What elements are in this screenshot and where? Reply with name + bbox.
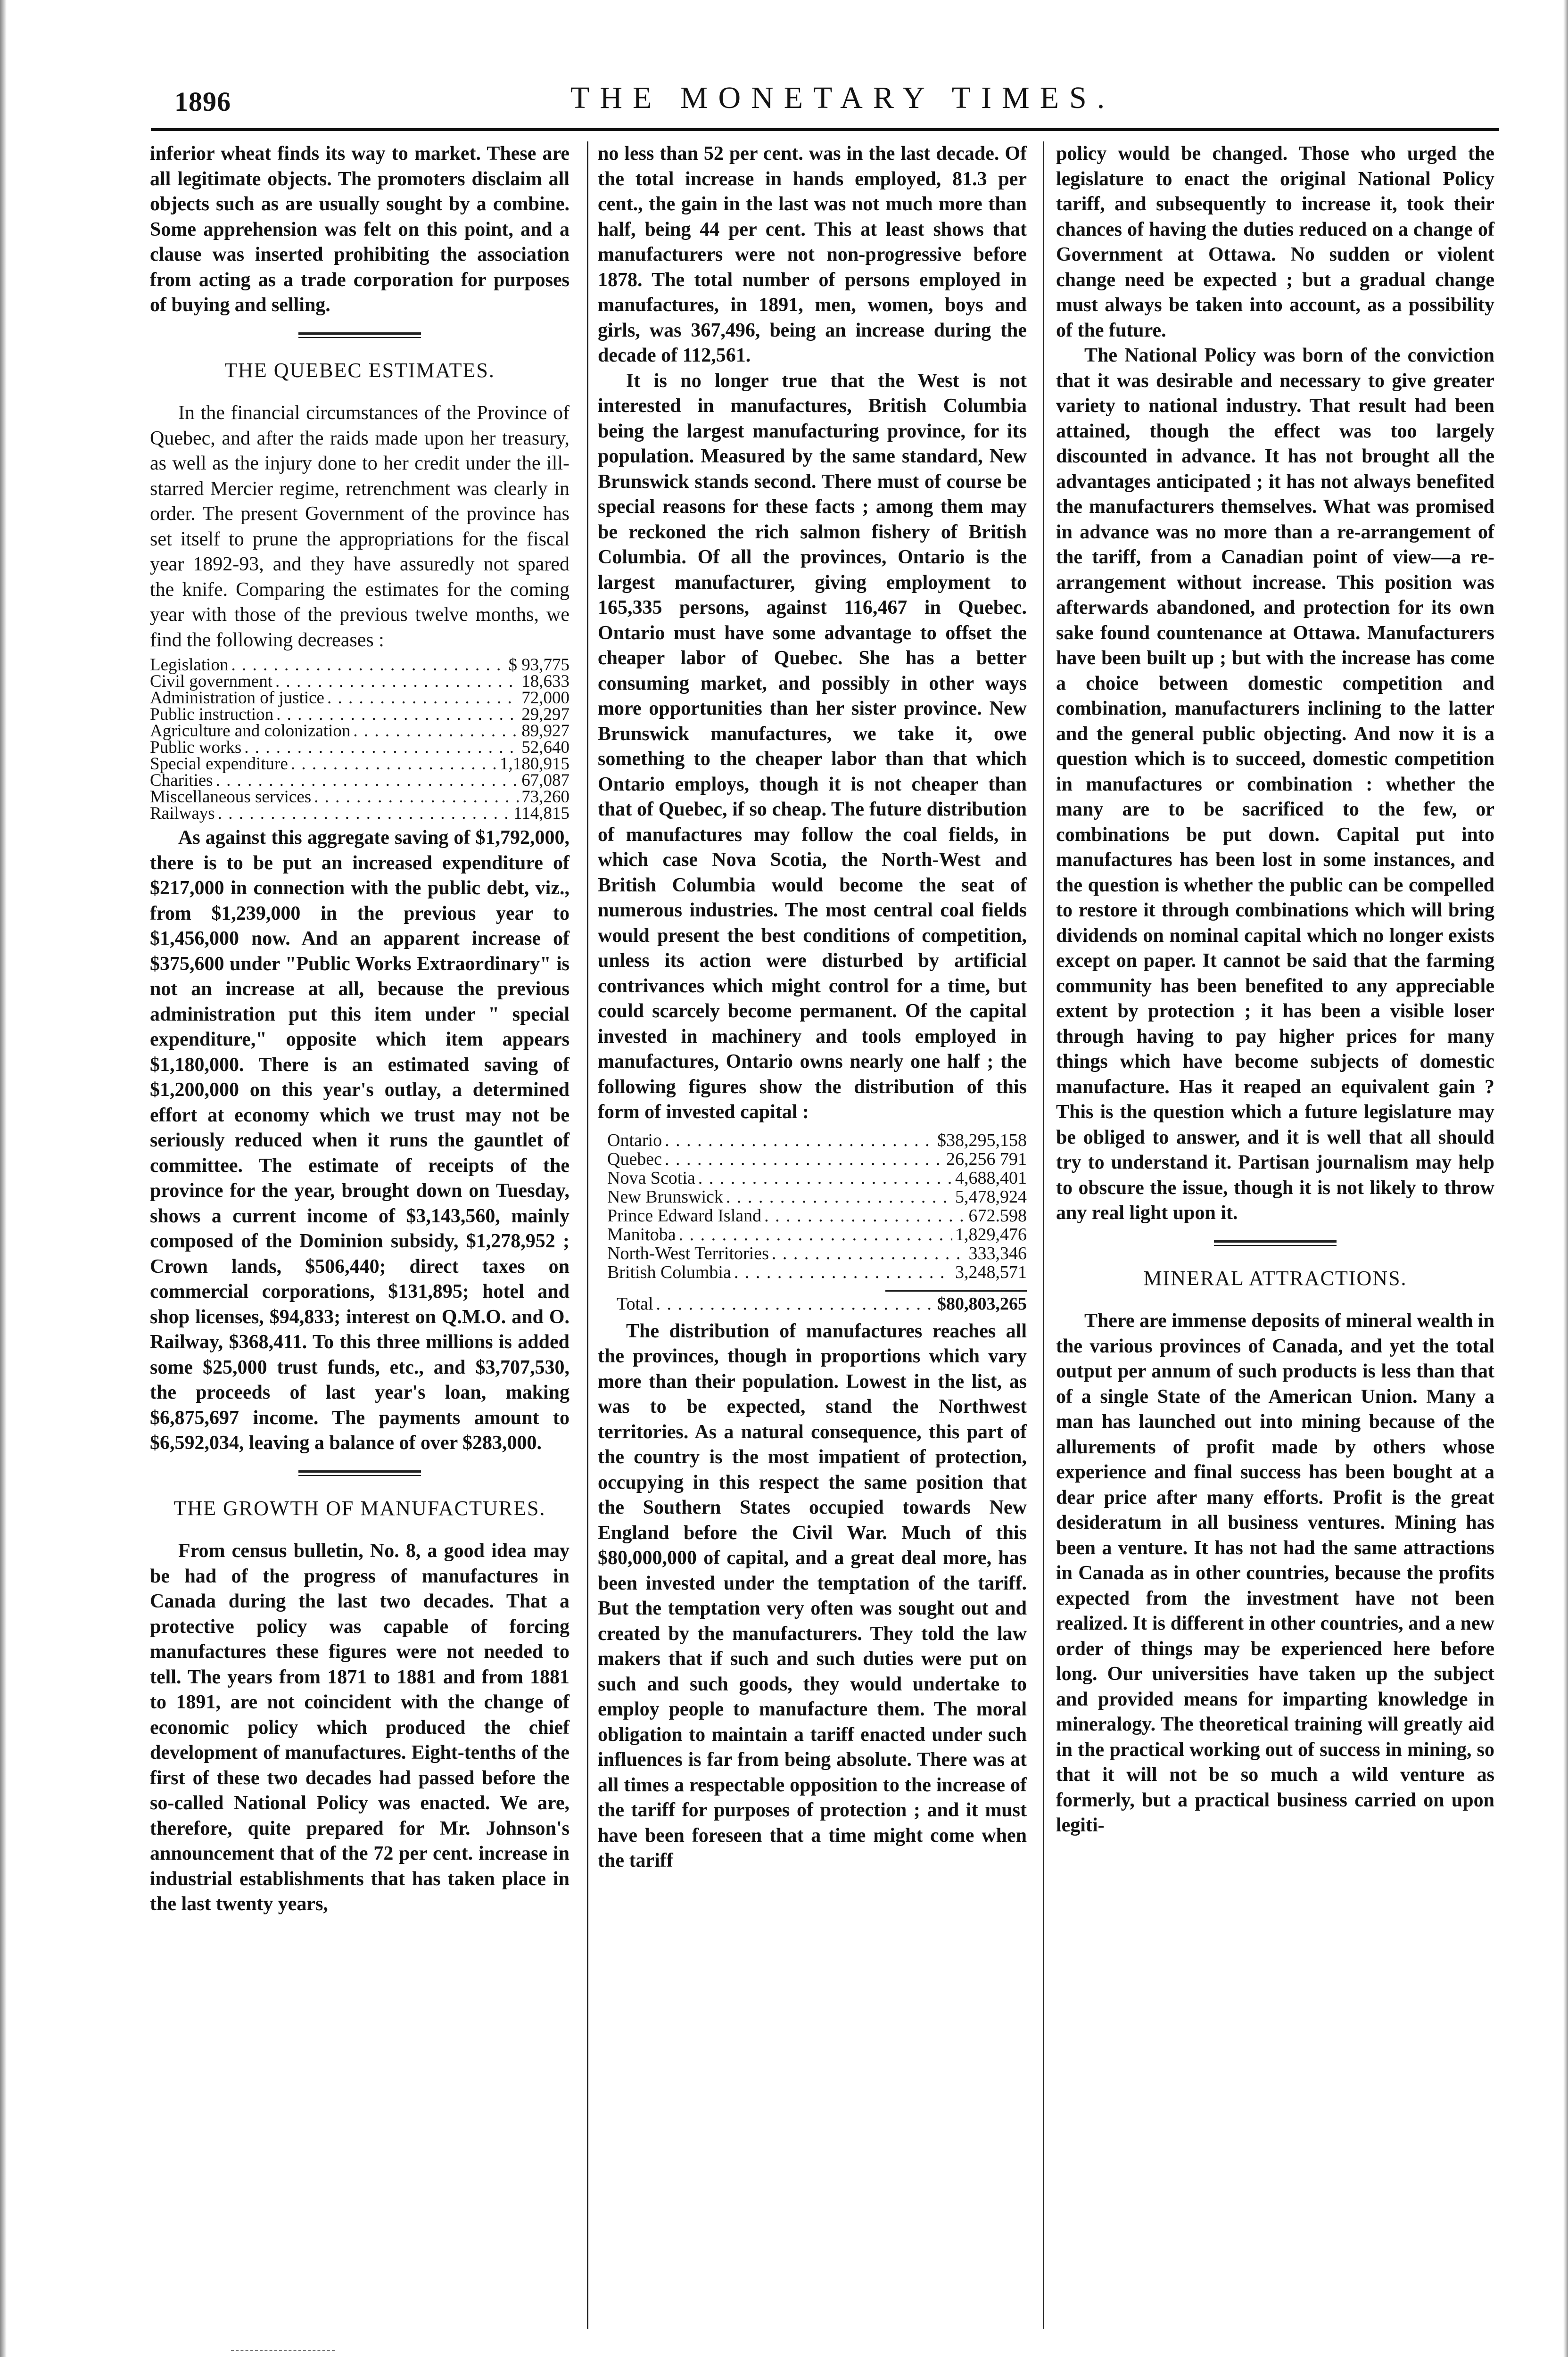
scan-right-edge	[1563, 0, 1568, 2357]
row-label: Agriculture and colonization	[150, 721, 351, 741]
total-label: Total	[617, 1294, 653, 1314]
row-value: 1,180,915	[500, 754, 569, 774]
paragraph: It is no longer true that the West is not interested in manufactures, British Columbia being the largest manufacturing province, for its population. Measured by the same standard, New Brunswick stands second. There must of course be special reasons for these facts ; among them may be reckoned the rich salmon fishery of British Columbia. Of all the provinces, Ontario is the largest manufacturer, giving employment to 165,335 persons, against 116,467 in Quebec. Ontario must have some advantage to offset the cheaper labor of Quebec. She has a better consuming market, and possibly in other ways more opportunities than her sister province. New Brunswick manufactures, we take it, owe something to the cheaper labor than that which Ontario employs, though it is not cheaper than that of Quebec, if so cheap. The future distribution of manufactures may follow the coal fields, in which case Nova Scotia, the North-West and British Columbia would become the seat of numerous industries. The most central coal fields would present the best conditions of competition, unless its action were disturbed by artificial contrivances which might control for a time, but could scarcely become permanent. Of the capital invested in machinery and tools employed in manufactures, Ontario owns nearly one half ; the following figures show the distribution of this form of invested capital :	[598, 370, 1027, 1123]
paragraph: The National Policy was born of the conviction that it was desirable and necessary to give greater variety to national industry. That result had been attained, though the effect was too largely discounted in advance. It has not brought all the advantages anticipated ; it has not always benefited the manufacturers themselves. What was promised in advance was no more than a re-arrangement of the tariff, from a Canadian point of view—a re-arrangement without increase. This position was afterwards abandoned, and protection for its own sake found countenance at Ottawa. Manufacturers have been built up ; but with the increase has come a choice between domestic competition and combination, manufacturers inclining to the latter and the general public objecting. And now it is a question which is to succeed, domestic competition in manufactures or combination : whether the many are to be sacrificed to the few, or combinations be put down. Capital put into manufactures has been lost in some instances, and the question is whether the public can be compelled to restore it through combinations which will bring dividends on nominal capital which no longer exists except on paper. It cannot be said that the farming community has been benefited to any appreciable extent by protection ; it has been a visible loser through having to pay higher prices for many things which have become subjects of domestic manufacture. Has it reaped an equivalent gain ? This is the question which a future legislature may be obliged to answer, and it is well that all should try to understand it. Partisan journalism may help to obscure the issue, though it is not likely to throw any real light upon it.	[1056, 345, 1494, 1224]
decreases-table	[150, 657, 569, 822]
masthead-title: THE MONETARY TIMES.	[570, 81, 1115, 115]
table-row	[607, 1244, 1027, 1263]
row-value: $38,295,158	[937, 1130, 1027, 1150]
article-fragment: inferior wheat finds its way to market. These are all legitimate objects. The promoters disclaim all objects such as are usually sought by a combine. Some apprehension was felt on this point, and a clause was inserted prohibiting the association from acting as a trade corporation for purposes of buying and selling.	[150, 143, 569, 316]
row-label: Civil government	[150, 672, 272, 691]
row-label: Quebec	[607, 1149, 662, 1169]
row-value: 26,256 791	[946, 1149, 1027, 1169]
section-divider	[1214, 1240, 1337, 1246]
header-rule	[151, 128, 1499, 131]
row-value: 73,260	[521, 787, 569, 807]
capital-table	[607, 1131, 1027, 1313]
table-row	[607, 1206, 1027, 1225]
table-row	[607, 1263, 1027, 1282]
row-value: 72,000	[521, 688, 569, 708]
paragraph: no less than 52 per cent. was in the last decade. Of the total increase in hands employed, 81.3 per cent., the gain in the last was not much more than half, being 44 per cent. This at least shows that manufacturers were not non-progressive before 1878. The total number of persons employed in manufactures, in 1891, men, women, boys and girls, was 367,496, being an increase during the decade of 112,561.	[598, 143, 1027, 366]
page-number: 1896	[174, 86, 231, 117]
paragraph: As against this aggregate saving of $1,792,000, there is to be put an increased expenditure of $217,000 in connection with the public debt, viz., from $1,239,000 in the previous year to $1,456,000 now. And an apparent increase of $375,600 under "Public Works Extraordinary" is not an increase at all, because the previous administration put this item under " special expenditure," opposite which item appears $1,180,000. There is an estimated saving of $1,200,000 on this year's outlay, a determined effort at economy which we trust may not be seriously reduced when it runs the gauntlet of committee. The estimate of receipts of the province for the year, brought down on Tuesday, shows a current income of $3,143,560, mainly composed of the Dominion subsidy, $1,278,952 ; Crown lands, $506,440; direct taxes on commercial corporations, $131,895; hotel and shop licenses, $94,833; interest on Q.M.O. and O. Railway, $368,411. To this three millions is added some $25,000 trust funds, etc., and $3,707,530, the proceeds of last year's loan, making $6,875,697 income. The payments amount to $6,592,034, leaving a balance of over $283,000.	[150, 827, 569, 1454]
table-row	[150, 673, 569, 690]
row-value: 67,087	[521, 771, 569, 790]
row-label: Miscellaneous services	[150, 787, 312, 807]
table-row	[607, 1225, 1027, 1244]
paragraph: The distribution of manufactures reaches all the provinces, though in proportions which vary more than their population. Lowest in the list, as was to be expected, stand the Northwest territories. As a natural consequence, this part of the country is the most impatient of protection, occupying in this respect the same position that the Southern States occupied towards New England before the Civil War. Much of this $80,000,000 of capital, and a great deal more, has been invested under the temptation of the tariff. But the temptation very often was sought out and created by the manufacturers. They told the law makers that if such and such duties were put on such and such goods, they would undertake to employ people to manufacture them. The moral obligation to maintain a tariff enacted under such influences is far from being absolute. There was at all times a respectable opposition to the increase of the tariff for purposes of protection ; and it must have been foreseen that a time might come when the tariff	[598, 1320, 1027, 1871]
scan-left-edge	[0, 0, 7, 2357]
row-value: 29,297	[521, 705, 569, 724]
row-value: $ 93,775	[508, 655, 569, 675]
section-divider	[298, 332, 421, 338]
table-row	[607, 1187, 1027, 1206]
table-row	[150, 772, 569, 789]
row-label: Railways	[150, 804, 215, 823]
row-label: Ontario	[607, 1130, 662, 1150]
row-label: Manitoba	[607, 1224, 676, 1244]
row-value: 3,248,571	[955, 1262, 1027, 1282]
heading-growth-of-manufactures: THE GROWTH OF MANUFACTURES.	[173, 1496, 546, 1520]
row-value: 1,829,476	[955, 1224, 1027, 1244]
table-row	[150, 706, 569, 723]
paragraph: There are immense deposits of mineral wealth in the various provinces of Canada, and yet the total output per annum of such products is less than that of a single State of the American Union. Many a man has launched out into mining because of the allurements of profit made by others whose experience and final success has been bought at a dear price after many efforts. Profit is the great desideratum in all business ventures. Mining has been a venture. It has not had the same attractions in Canada as in other countries, because the profits expected from the investment have not been realized. It is different in other countries, and a new order of things may be experienced here before long. Our universities have taken up the subject and provided means for imparting knowledge in mineralogy. The theoretical training will greatly aid in the practical working out of success in mining, so that it will not be so much a wild venture as formerly, but a practical business carried on upon legiti-	[1056, 1310, 1494, 1836]
column-3	[1056, 141, 1494, 1838]
row-label: Public works	[150, 738, 242, 757]
row-label: Prince Edward Island	[607, 1205, 762, 1226]
table-row	[150, 789, 569, 805]
table-row	[150, 805, 569, 822]
row-value: 5,478,924	[955, 1187, 1027, 1207]
paragraph: In the financial circumstances of the Province of Quebec, and after the raids made upon her treasury, as well as the injury done to her credit under the ill-starred Mercier regime, retrenchment was clearly in order. The present Government of the province has set itself to prune the appropriations for the fiscal year 1892-93, and they have assuredly not spared the knife. Comparing the estimates for the coming year with those of the previous twelve months, we find the following decreases :	[150, 402, 569, 651]
column-rule-2	[1043, 141, 1044, 2329]
paragraph: policy would be changed. Those who urged the legislature to enact the original National Policy tariff, and subsequently to increase it, took their chances of having the duties reduced on a change of Government at Ottawa. No sudden or violent change need be expected ; but a gradual change must always be taken into account, as a possibility of the future.	[1056, 143, 1494, 341]
row-value: 89,927	[521, 721, 569, 741]
table-row	[150, 756, 569, 772]
total-row	[617, 1294, 1027, 1313]
row-label: Special expenditure	[150, 754, 288, 774]
row-label: Charities	[150, 771, 213, 790]
column-2	[598, 141, 1027, 1874]
row-label: Administration of justice	[150, 688, 324, 708]
table-row	[150, 723, 569, 739]
section-divider	[298, 1470, 421, 1476]
total-rule	[885, 1290, 1027, 1292]
row-label: New Brunswick	[607, 1187, 723, 1207]
row-value: 52,640	[521, 738, 569, 757]
total-value: $80,803,265	[937, 1294, 1027, 1314]
row-value: 114,815	[513, 804, 569, 823]
row-label: North-West Territories	[607, 1243, 769, 1263]
table-row	[607, 1169, 1027, 1187]
row-value: 4,688,401	[955, 1168, 1027, 1188]
scan-bottom-marks	[231, 2350, 335, 2355]
row-value: 672.598	[968, 1205, 1027, 1226]
paragraph: From census bulletin, No. 8, a good idea may be had of the progress of manufactures in Canada during the last two decades. That a protective policy was capable of forcing manufactures these figures were not needed to tell. The years from 1871 to 1881 and from 1881 to 1891, are not coincident with the change of economic policy which produced the chief development of manufactures. Eight-tenths of the first of these two decades had passed before the so-called National Policy was enacted. We are, therefore, quite prepared for Mr. Johnson's announcement that of the 72 per cent. increase in industrial establishments that has taken place in the last twenty years,	[150, 1540, 569, 1915]
row-label: Legislation	[150, 655, 229, 675]
page-header	[174, 80, 1509, 132]
row-label: Nova Scotia	[607, 1168, 695, 1188]
table-row	[607, 1150, 1027, 1169]
heading-mineral-attractions: MINERAL ATTRACTIONS.	[1143, 1266, 1407, 1290]
row-value: 333,346	[968, 1243, 1027, 1263]
table-row	[150, 657, 569, 673]
table-row	[150, 739, 569, 756]
row-value: 18,633	[521, 672, 569, 691]
column-rule-1	[587, 141, 588, 2329]
table-row	[150, 690, 569, 706]
row-label: British Columbia	[607, 1262, 731, 1282]
heading-quebec-estimates: THE QUEBEC ESTIMATES.	[224, 358, 495, 382]
row-label: Public instruction	[150, 705, 274, 724]
table-row	[607, 1131, 1027, 1150]
column-1	[150, 141, 569, 1917]
